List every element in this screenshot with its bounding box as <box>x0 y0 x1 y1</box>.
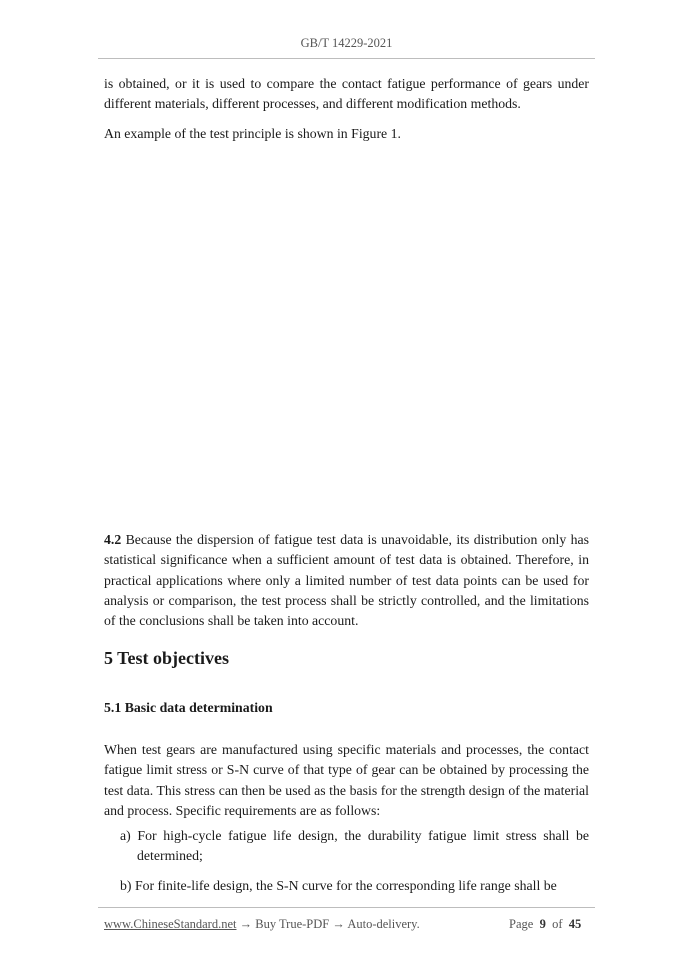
paragraph-4-2 <box>104 530 589 631</box>
header-divider <box>98 58 595 59</box>
arrow-icon: → <box>329 917 348 931</box>
arrow-icon: → <box>236 917 256 931</box>
delivery-label: Auto-delivery. <box>347 917 420 931</box>
of-word: of <box>552 917 563 931</box>
section-heading: 5 Test objectives <box>104 648 229 668</box>
subsection-heading: 5.1 Basic data determination <box>104 700 273 715</box>
page-header: GB/T 14229-2021 <box>300 36 393 50</box>
page-word: Page <box>509 917 534 931</box>
clause-text: Because the dispersion of fatigue test data is unavoidable, its distribution only has statistical significance when a sufficient amount of test data is obtained. Therefore, in practical applications where only a limited number of test data points can be used for analysis or comparison, the test process shall be strictly controlled, and the limitations of the conclusions shall be taken into account. <box>104 532 589 629</box>
list-item: b) For finite-life design, the S-N curve for the corresponding life range shall be <box>120 878 557 893</box>
paragraph-continuation: is obtained, or it is used to compare the contact fatigue performance of gears under different materials, different processes, and different modification methods. <box>104 76 589 112</box>
site-link[interactable]: www.ChineseStandard.net <box>104 917 237 931</box>
page-number <box>509 917 581 932</box>
list-item: a) For high-cycle fatigue life design, the durability fatigue limit stress shall be determined; <box>120 828 589 864</box>
buy-link[interactable]: Buy True-PDF <box>255 917 330 931</box>
paragraph-figure-reference: An example of the test principle is shown in Figure 1. <box>104 126 401 141</box>
footer-links <box>104 917 420 932</box>
clause-number: 4.2 <box>104 532 122 547</box>
paragraph-basic-data: When test gears are manufactured using specific materials and processes, the contact fatigue limit stress or S-N curve of that type of gear can be obtained by processing the test data. This stress can then be used as the basis for the strength design of the material and process. Specific requirements are as follows: <box>104 742 589 818</box>
page-total: 45 <box>568 917 582 931</box>
page-current: 9 <box>539 917 546 931</box>
footer-divider <box>98 907 595 908</box>
